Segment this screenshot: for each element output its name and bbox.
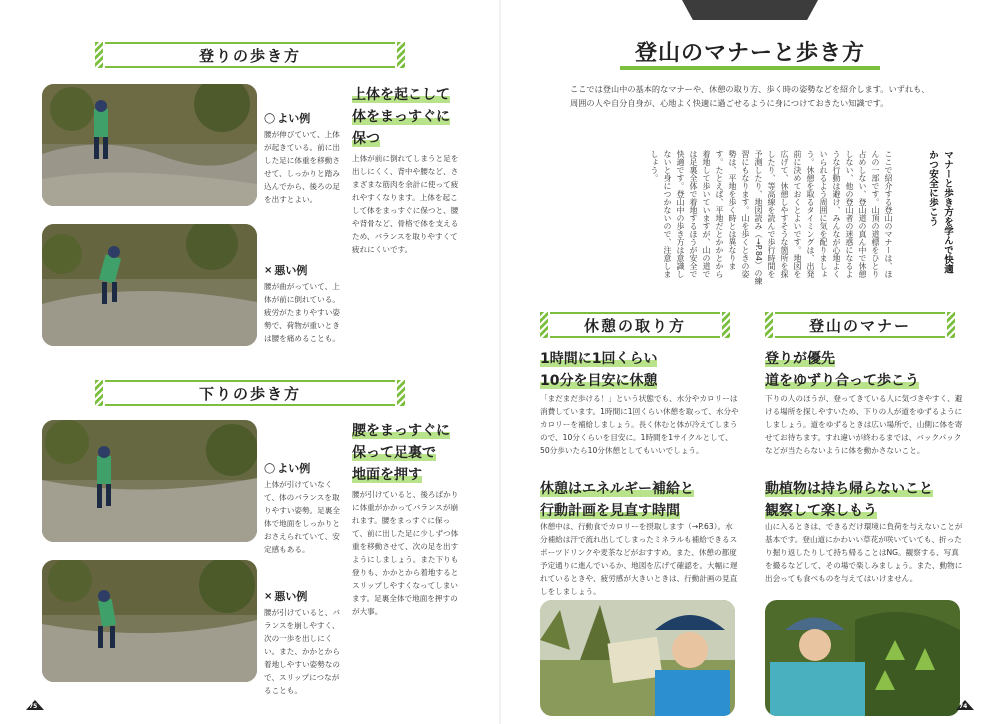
title-underline (620, 66, 880, 70)
right-page (500, 0, 1000, 724)
good-example-text-down: 上体が引けていなくて、体のバランスを取りやすい姿勢。足裏全体で地面をしっかりとおさえられていて、安定感もある。 (264, 480, 340, 554)
headline-rest2: 休憩はエネルギー補給と 行動計画を見直す時間 (540, 481, 694, 519)
page-number-right: 74 (956, 700, 974, 710)
section-title-downhill: 下りの歩き方 (198, 384, 301, 403)
section-header-downhill (95, 380, 405, 406)
photo-uphill-good (42, 84, 257, 206)
section-title-uphill: 登りの歩き方 (198, 46, 301, 65)
good-example-text-up: 腰が伸びていて、上体が起きている。前に出した足に体重を移動させて、しっかりと踏み込んでから、後ろの足を出すとよい。 (264, 130, 340, 204)
photo-rest-map (540, 600, 735, 716)
rest1-body-text: 「まだまだ歩ける！」という状態でも、水分やカロリーは消費しています。1時間に1回くらい休憩を取って、水分やカロリーを補給しましょう。長く休むと体が冷えてしまうので、10分くらいを目安に。1時間を1サイクルとして、50分歩いたら10分休憩としてもいいでしょう。 (540, 394, 739, 455)
bad-example-label-down: × 悪い例 (264, 590, 308, 603)
headline-downhill: 腰をまっすぐに 保って足裏で 地面を押す (352, 423, 450, 483)
manner2-body-text: 山に入るときは、できるだけ環境に負荷を与えないことが基本です。登山道にかわいい草花が咲いていても、折ったり掘り返したりして持ち帰ることはNG。観察する、写真を撮るなどして、その場で楽しみましょう。また、動物に出会っても食べものを与えてはいけません。 (765, 522, 963, 583)
intro-text: ここでは登山中の基本的なマナーや、休憩の取り方、歩く時の姿勢などを紹介します。いずれも、周囲の人や自分自身が、心地よく快適に過ごせるように身につけておきたい知識です。 (570, 84, 930, 108)
manner1-body-text: 下りの人のほうが、登ってきている人に気づきやすく、避ける場所を探しやすいため、下りの人が道をゆずるようにしましょう。道をゆずるときは広い場所で、山側に体を寄せてお待ちます。すれ違いが終わるまでは、バックパックなどが当たらないように体を動かさないこと。 (765, 394, 963, 455)
page-title: 登山のマナーと歩き方 (634, 41, 865, 66)
good-example-label-down: ◯ よい例 (264, 462, 311, 475)
bad-example-label-up: × 悪い例 (264, 264, 308, 277)
photo-downhill-good (42, 420, 257, 542)
downhill-body-text: 腰が引けていると、後ろばかりに体重がかかってバランスが崩れます。腰をまっすぐに保って、前に出した足に少しずつ体重を移動させて、次の足を出すようにしましょう。また下りも登りも、かかとから着地するとスリップしやすくなってしまいます。足裏全体で地面を押すのが大事。 (352, 490, 459, 616)
vertical-heading: マナーと歩き方を学んで快適かつ安全に歩こう (927, 150, 953, 274)
header-tab (682, 0, 818, 20)
bad-example-text-down: 腰が引けていると、バランスを崩しやすく、次の一歩を出しにくい。また、かかとから着地しやすい姿勢なので、スリップにつながることも。 (264, 608, 340, 695)
page-number-left: 75 (26, 700, 44, 710)
section-header-manners (765, 312, 955, 338)
section-header-uphill (95, 42, 405, 68)
good-example-label-up: ◯ よい例 (264, 112, 311, 125)
section-header-rest (540, 312, 730, 338)
photo-uphill-bad (42, 224, 257, 346)
photo-downhill-bad (42, 560, 257, 682)
headline-uphill: 上体を起こして 体をまっすぐに 保つ (352, 87, 450, 147)
headline-rest1: 1時間に1回くらい 10分を目安に休憩 (540, 351, 658, 389)
section-title-manners: 登山のマナー (808, 316, 911, 335)
rest2-body-text: 休憩中は、行動食でカロリーを摂取します（→P.63）。水分補給は汗で流れ出してしまったミネラルも補給できるスポーツドリンクや麦茶などがおすすめ。また、休憩の都度予定通りに進んでいるか、地図を広げて確認を。大幅に遅れているときや、疲労感が大きいときは、行動計画の見直しをしましょう。 (540, 522, 738, 596)
vertical-body-text: ここで紹介する登山のマナーは、ほんの一部です。山頂の道標をひとり占めしない、登山道の真ん中で休憩しない、他の登山者の迷惑になるような行動は避け、みんなが心地よくいられるよう周囲に気を配りましょう。休憩を取るタイミングは、出発前に決めておくとよいです。地図を広げて、休憩しやすそうな箇所を探したり、等高線を読んで歩行時間を予測したり、地図読み（→P.84）の練習にもなります。山を歩くときの姿勢は、平地を歩く時とは異なります。たとえば、平地だとかかとから着地して歩いていますが、山の道では足裏全体で着地するほうが安全で快適です。登山中の歩き方は意識しないと身につかないので、注意しましょう。 (650, 150, 893, 286)
uphill-body-text: 上体が前に倒れてしまうと足を出しにくく、背中や腰など、さまざまな筋肉を余計に使って疲れやすくなります。上体を起こして体をまっすぐに保つと、腰や背骨など、骨格で体を支えるため、バランスを取りやすくて疲れにくいです。 (352, 154, 459, 254)
photo-manner-plants (765, 600, 960, 716)
headline-manner2: 動植物は持ち帰らないこと 観察して楽しもう (765, 481, 933, 519)
bad-example-text-up: 腰が曲がっていて、上体が前に倒れている。疲労がたまりやすい姿勢で、荷物が重いときは腰を痛めることも。 (264, 282, 340, 343)
section-title-rest: 休憩の取り方 (583, 316, 686, 335)
headline-manner1: 登りが優先 道をゆずり合って歩こう (765, 351, 919, 389)
